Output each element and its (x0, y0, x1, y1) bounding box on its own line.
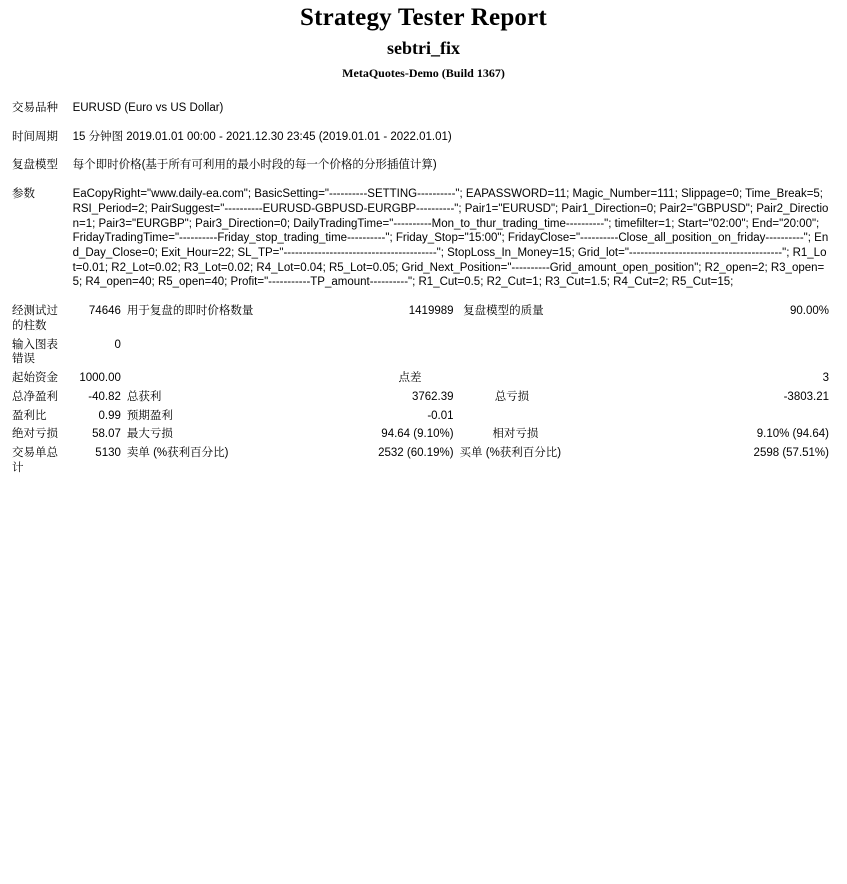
expert-name: sebtri_fix (387, 38, 460, 58)
info-value-model: 每个即时价格(基于所有可利用的最小时段的每一个价格的分形插值计算) (72, 159, 437, 172)
row-value-mismatched-errors: 0 (114, 338, 121, 351)
report-info-table (9, 99, 832, 477)
row-value-total-trades: 5130 (95, 446, 121, 459)
row-value-short-positions: 2532 (60.19%) (378, 446, 454, 459)
row-value-empty-1b (457, 336, 832, 369)
row-value-initial-deposit: 1000.00 (79, 372, 121, 385)
info-row-parameters (9, 185, 832, 292)
row-label-relative-drawdown: 相对亏损 (492, 428, 539, 441)
row-value-bars: 74646 (88, 305, 121, 318)
row-label-long-positions: 买单 (%获利百分比) (459, 446, 562, 459)
row-value-empty-3 (457, 407, 832, 426)
row-label-total-trades: 交易单总计 (12, 446, 58, 474)
row-value-expected-payoff: -0.01 (427, 409, 454, 422)
row-label-initial-deposit: 起始资金 (12, 372, 58, 385)
row-value-maximal-drawdown: 94.64 (9.10%) (381, 428, 454, 441)
row-value-empty-1 (291, 336, 457, 369)
page-title: Strategy Tester Report (300, 4, 547, 31)
table-row (9, 336, 832, 369)
table-row (9, 388, 832, 407)
row-value-absolute-drawdown: 58.07 (92, 428, 121, 441)
info-row-period (9, 128, 832, 147)
info-label-symbol: 交易品种 (12, 102, 58, 114)
row-label-mismatched-errors: 输入图表错误 (12, 338, 58, 366)
row-value-gross-profit: 3762.39 (411, 390, 454, 403)
row-label-bars: 经测试过的柱数 (12, 305, 58, 332)
spacer (9, 146, 832, 156)
row-label-ticks: 用于复盘的即时价格数量 (126, 305, 254, 318)
table-row (9, 407, 832, 426)
server-build: MetaQuotes-Demo (Build 1367) (342, 66, 505, 80)
row-label-gross-profit: 总获利 (126, 390, 162, 403)
row-label-short-positions: 卖单 (%获利百分比) (126, 446, 229, 459)
info-label-period: 时间周期 (12, 130, 58, 143)
info-row-symbol (9, 99, 832, 118)
row-label-profit-factor: 盈利比 (12, 409, 47, 422)
spacer (9, 118, 832, 128)
spacer (9, 292, 832, 302)
table-row (9, 444, 832, 477)
info-value-period: 15 分钟图 2019.01.01 00:00 - 2021.12.30 23:45 (2019.01.01 - 2022.01.01) (72, 130, 452, 143)
row-value-ticks: 1419989 (408, 305, 454, 318)
row-label-absolute-drawdown: 绝对亏损 (12, 428, 58, 441)
row-label-quality: 复盘模型的质量 (463, 305, 544, 318)
row-relative-drawdown-cell (457, 425, 832, 444)
info-row-model (9, 156, 832, 175)
info-label-model: 复盘模型 (12, 159, 58, 172)
row-label-expected-payoff: 预期盈利 (126, 409, 173, 422)
row-value-profit-factor: 0.99 (98, 409, 121, 422)
row-label-empty-1 (124, 336, 291, 369)
info-label-parameters: 参数 (12, 188, 35, 201)
row-label-total-net-profit: 总净盈利 (12, 390, 58, 403)
table-row (9, 302, 832, 335)
row-value-relative-drawdown: 9.10% (94.64) (756, 428, 829, 441)
row-quality-cell (457, 302, 832, 335)
table-row (9, 369, 832, 388)
row-label-gross-loss: 总亏损 (494, 390, 530, 403)
row-value-gross-loss: -3803.21 (783, 390, 829, 403)
row-label-maximal-drawdown: 最大亏损 (126, 428, 173, 441)
info-value-symbol: EURUSD (Euro vs US Dollar) (72, 102, 224, 114)
row-long-positions-cell (457, 444, 832, 477)
spacer (9, 175, 832, 185)
row-value-spread: 3 (822, 372, 829, 385)
row-gross-loss-cell (457, 388, 832, 407)
row-value-total-net-profit: -40.82 (88, 390, 121, 403)
info-value-parameters: EaCopyRight="www.daily-ea.com"; BasicSetting="----------SETTING----------"; EAPASSWORD=11; Magic_Number=111; Slippage=0; Time_Break=5; RSI_Period=2; PairSuggest="----------EURUSD-GBPUSD-EURGBP----------"; Pair1="EURUSD"; Pair1_Direction=0; Pair2="GBPUSD"; Pair2_Direction=1; Pair3="EURGBP"; Pair3_Direction=0; DailyTradingTime="----------Mon_to_thur_trading_time----------"; timefilter=1; Start="02:00"; End="20:00"; FridayTradingTime="----------Friday_stop_trading_time----------"; Friday_Stop="15:00"; FridayClose="----------Close_all_position_on_friday----------"; End_Day_Close=0; Exit_Hour=22; SL_TP="----------------------------------------"; StopLoss_In_Money=15; Grid_lot="----------------------------------------"; R1_Lot=0.01; R2_Lot=0.02; R3_Lot=0.02; R4_Lot=0.04; R5_Lot=0.05; Grid_Next_Position="----------Grid_amount_open_position"; R2_open=2; R3_open=5; R4_open=40; R5_open=40; Profit="-----------TP_amount----------"; R1_Cut=0.5; R2_Cut=1; R3_Cut=1.5; R4_Cut=2; R5_Cut=15; (72, 188, 829, 289)
row-label-spread: 点差 (398, 372, 422, 385)
row-label-empty-2 (124, 369, 291, 388)
row-value-long-positions: 2598 (57.51%) (753, 446, 829, 459)
table-row (9, 425, 832, 444)
row-value-quality: 90.00% (789, 305, 829, 318)
